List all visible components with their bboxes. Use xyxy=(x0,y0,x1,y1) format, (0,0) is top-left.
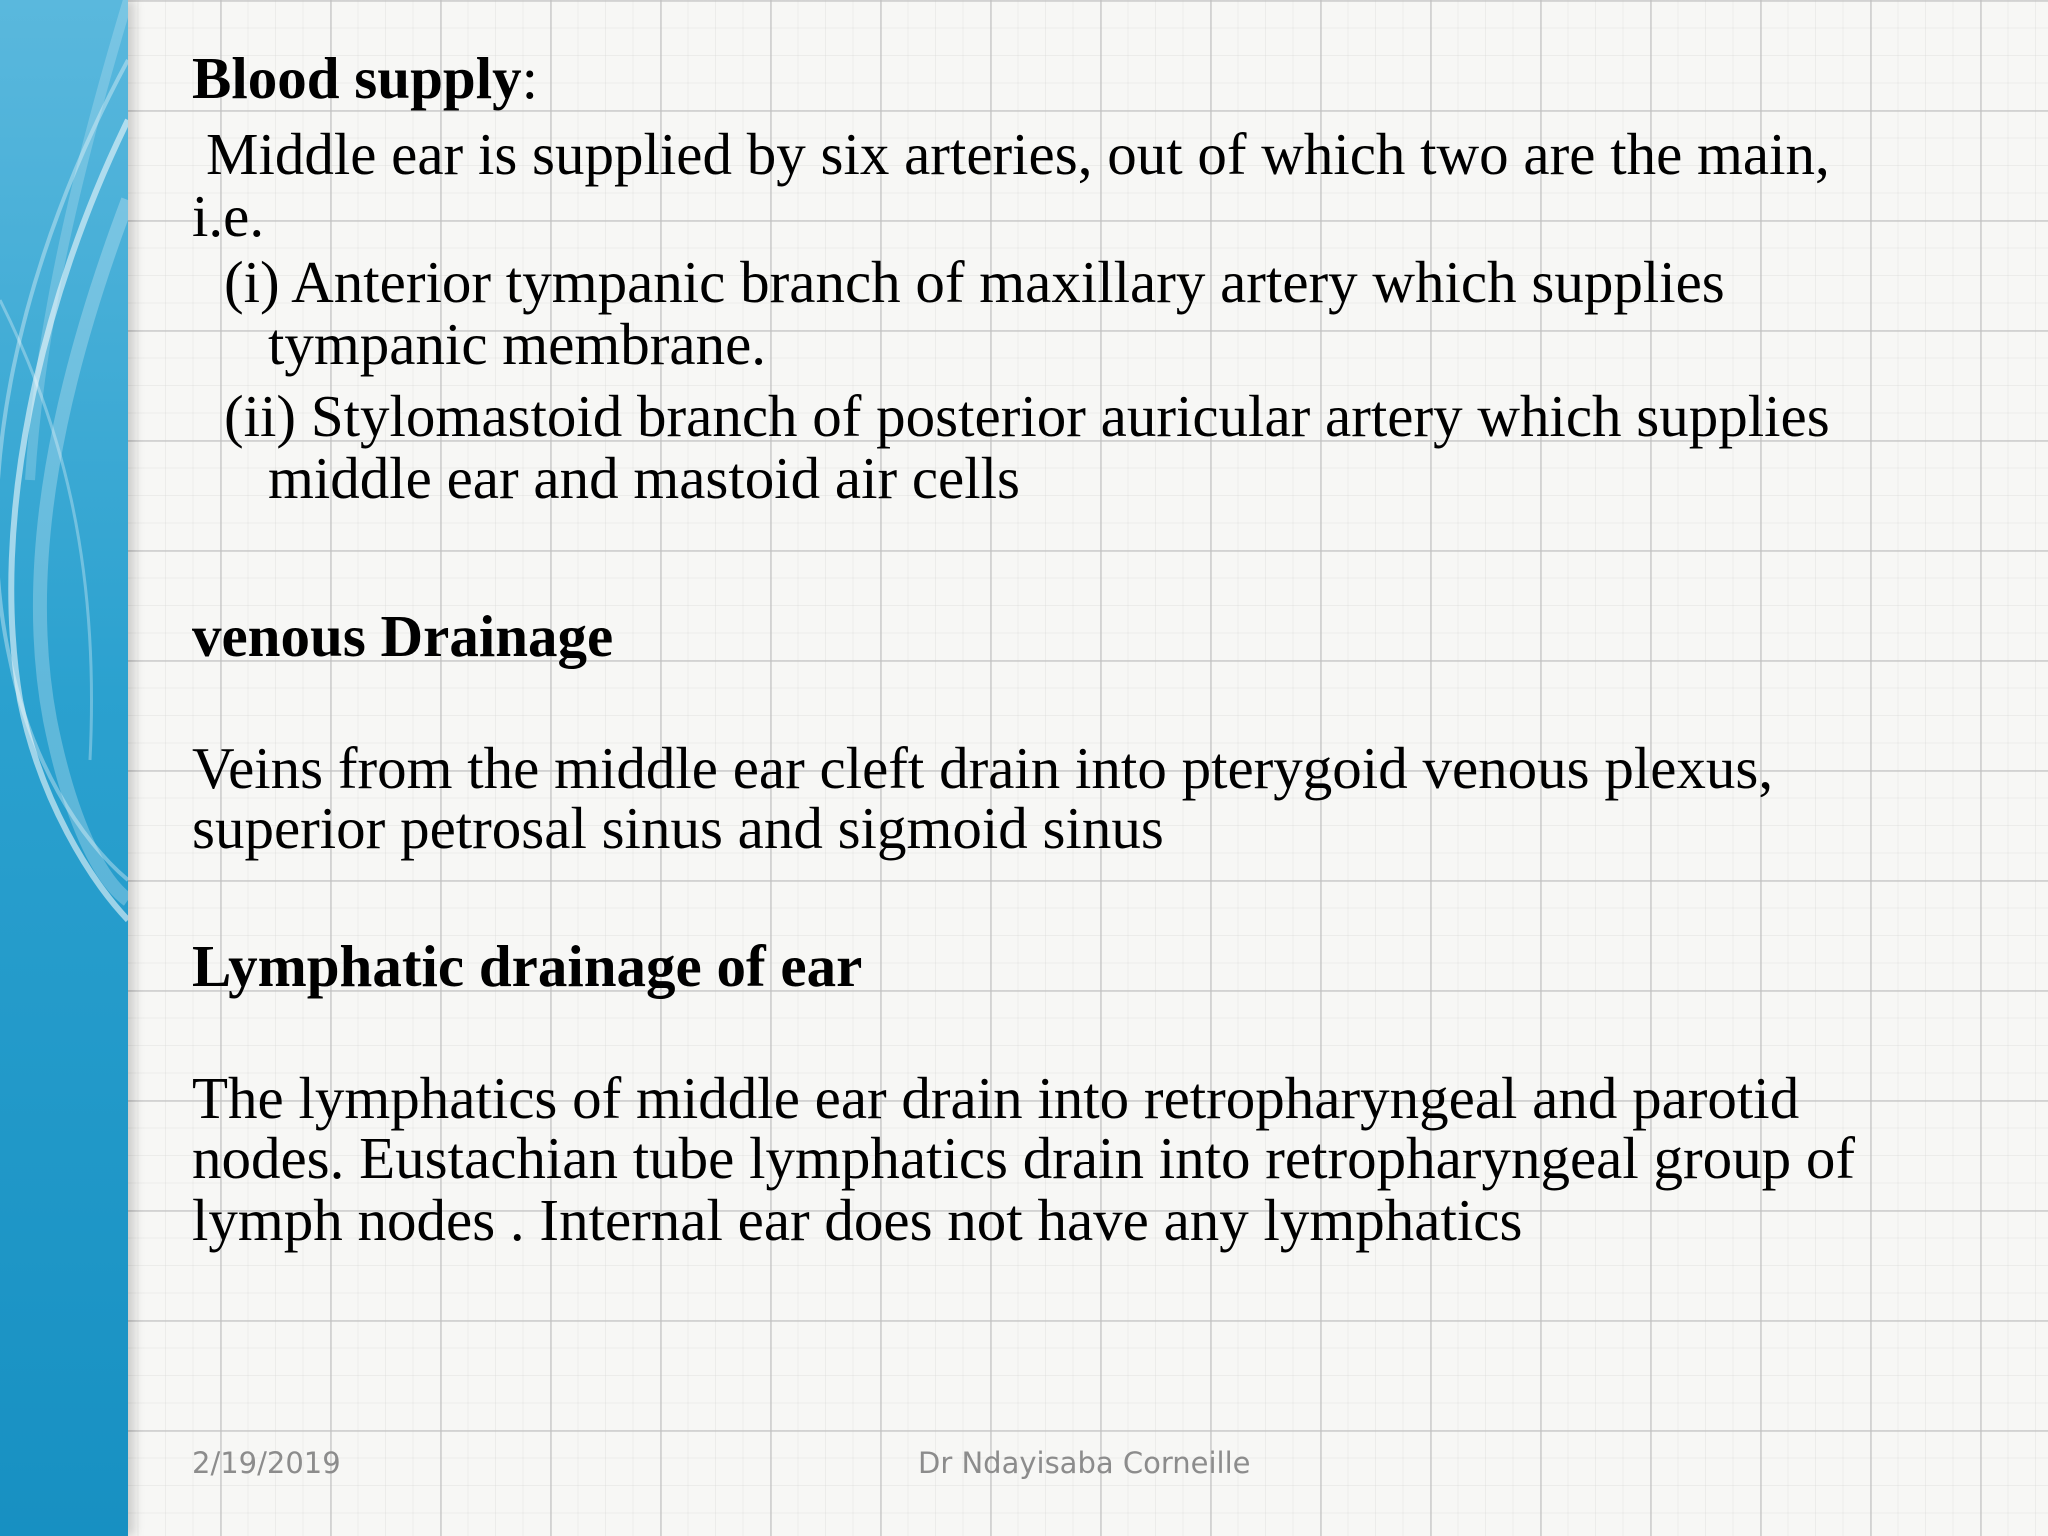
lymphatic-drainage-line1: The lymphatics of middle ear drain into retropharyngeal and parotid xyxy=(192,1065,1800,1131)
lymphatic-drainage-line3: lymph nodes . Internal ear does not have any lymphatics xyxy=(192,1187,1523,1253)
decorative-side-band xyxy=(0,0,128,1536)
blood-supply-heading-colon: : xyxy=(521,45,539,111)
blood-supply-intro-line2: i.e. xyxy=(192,183,265,249)
artery-item-2-line1: (ii) Stylomastoid branch of posterior auricular artery which supplies xyxy=(224,383,1830,449)
swoosh-decoration xyxy=(0,0,128,1536)
artery-item-1-line1: (i) Anterior tympanic branch of maxillary artery which supplies xyxy=(224,249,1725,315)
blood-supply-heading xyxy=(192,45,539,111)
venous-drainage-heading: venous Drainage xyxy=(192,603,614,669)
blood-supply-heading-text: Blood supply xyxy=(192,45,522,111)
footer-date: 2/19/2019 xyxy=(192,1446,341,1480)
venous-drainage-line1: Veins from the middle ear cleft drain into pterygoid venous plexus, xyxy=(192,735,1774,801)
artery-item-1-line2: tympanic membrane. xyxy=(268,311,767,377)
blood-supply-intro-line1: Middle ear is supplied by six arteries, out of which two are the main, xyxy=(206,121,1830,187)
lymphatic-drainage-heading: Lymphatic drainage of ear xyxy=(192,933,863,999)
venous-drainage-line2: superior petrosal sinus and sigmoid sinus xyxy=(192,795,1164,861)
footer-author: Dr Ndayisaba Corneille xyxy=(918,1446,1251,1480)
lymphatic-drainage-line2: nodes. Eustachian tube lymphatics drain into retropharyngeal group of xyxy=(192,1125,1856,1191)
artery-item-2-line2: middle ear and mastoid air cells xyxy=(268,445,1020,511)
